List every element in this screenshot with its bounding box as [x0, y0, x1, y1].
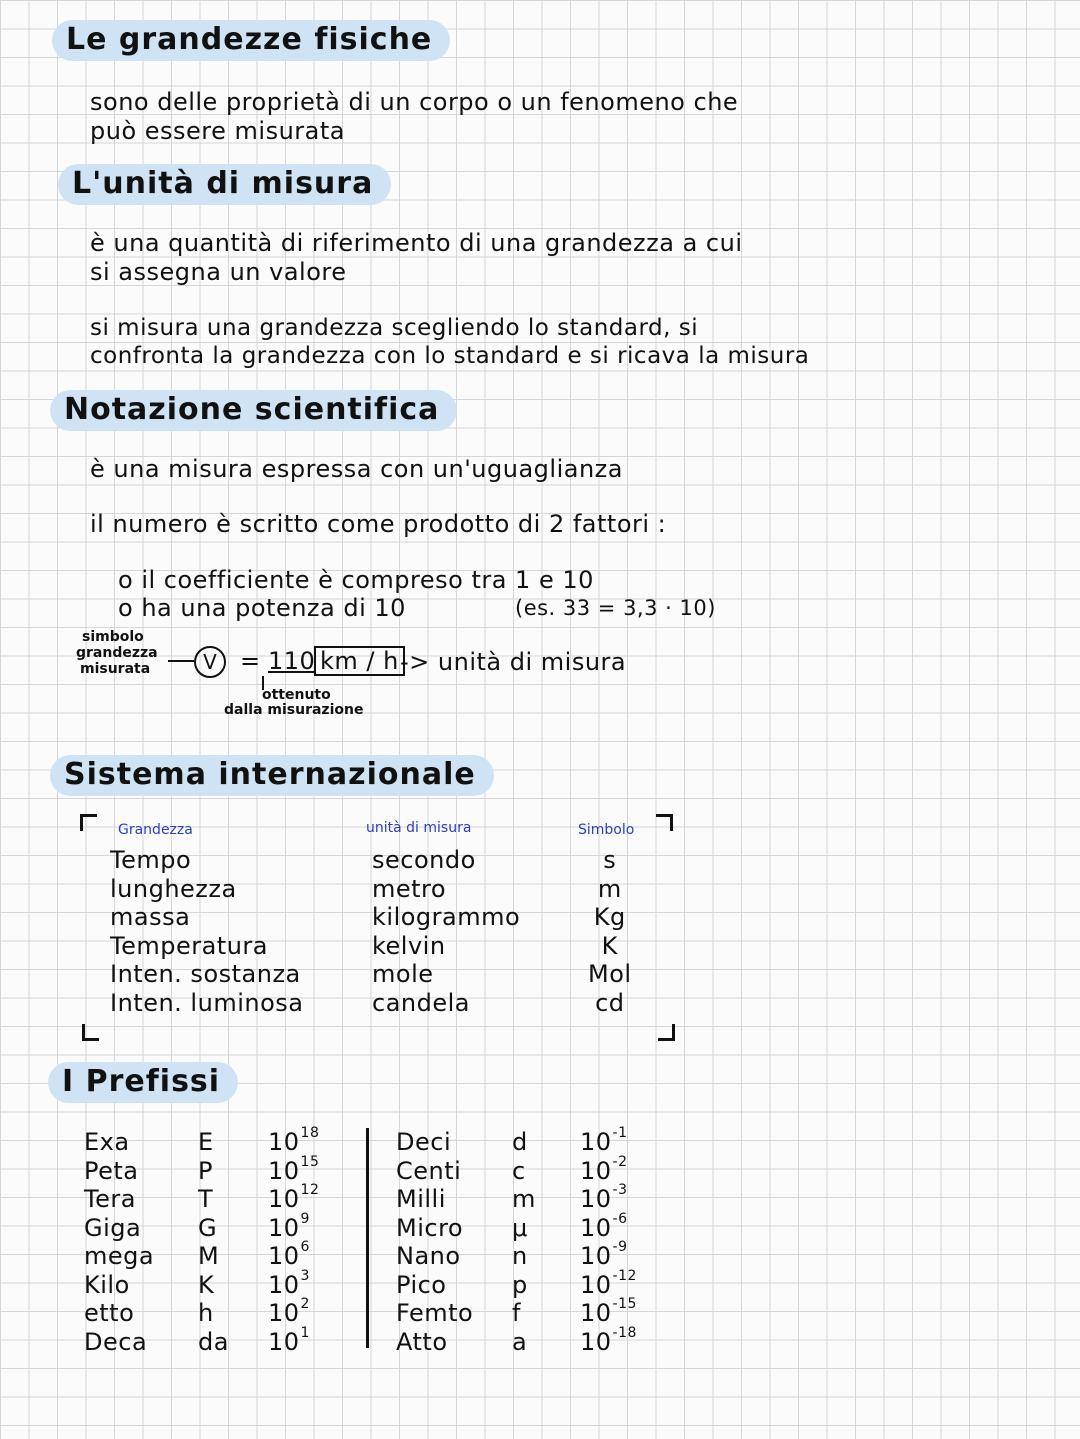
symbol-circle: V [194, 646, 226, 678]
prefix-name: Femto [396, 1299, 474, 1327]
si-column-grandezza [110, 846, 303, 1017]
si-simbolo-5: cd [595, 988, 625, 1017]
si-simbolo-0: s [603, 846, 617, 874]
prefix-symbol: G [198, 1213, 218, 1242]
prefix-symbol: a [512, 1327, 528, 1356]
prefix-name: Micro [396, 1213, 464, 1242]
si-column-unita [372, 846, 520, 1017]
si-grandezza-0: Tempo [110, 846, 192, 874]
heading-grandezze-fisiche: Le grandezze fisiche [52, 20, 450, 61]
prefix-name: Tera [84, 1185, 136, 1213]
bracket-bottom-right [658, 1024, 675, 1041]
prefix-power: 10 -18 [580, 1324, 637, 1356]
prefix-power: 10 2 [268, 1296, 310, 1327]
label-misurata: misurata [80, 661, 151, 677]
heading-sistema-internazionale: Sistema internazionale [50, 755, 494, 796]
bracket-bottom-left [82, 1024, 99, 1041]
prefix-symbol: p [512, 1270, 528, 1299]
prefix-symbol: μ [512, 1213, 528, 1242]
unita-line-2: si assegna un valore [90, 258, 347, 286]
prefix-symbol: d [512, 1128, 528, 1156]
unita-line-3: si misura una grandezza scegliendo lo standard, si [90, 315, 699, 341]
prefix-symbol: n [512, 1242, 528, 1270]
si-simbolo-2: Kg [593, 903, 626, 931]
label-ottenuto: ottenuto [262, 687, 331, 703]
prefix-symbol: E [198, 1128, 214, 1156]
si-grandezza-4: Inten. sostanza [110, 960, 301, 988]
si-grandezza-2: massa [110, 903, 191, 931]
prefix-name: Peta [84, 1156, 139, 1185]
diagram-value: 110 [268, 647, 316, 675]
prefix-name: Deca [84, 1327, 148, 1356]
prefix-divider [366, 1128, 369, 1348]
si-unita-1: metro [372, 874, 447, 903]
si-column-simbolo [588, 846, 632, 1017]
prefix-left-symbols [198, 1128, 229, 1356]
grandezze-line-1: sono delle proprietà di un corpo o un fenomeno che [90, 88, 739, 116]
notazione-bullet-2: o ha una potenza di 10 [118, 594, 406, 622]
prefix-power: 10 18 [268, 1125, 320, 1156]
prefix-power: 10 3 [268, 1267, 310, 1299]
prefix-symbol: da [198, 1327, 229, 1356]
prefix-power: 10 9 [268, 1210, 310, 1242]
prefix-power: 10 6 [268, 1239, 310, 1270]
prefix-name: Deci [396, 1128, 452, 1156]
si-simbolo-3: K [601, 931, 618, 960]
si-grandezza-5: Inten. luminosa [110, 988, 304, 1017]
prefix-name: Giga [84, 1213, 142, 1242]
prefix-name: etto [84, 1299, 135, 1327]
heading-notazione-scientifica: Notazione scientifica [50, 390, 457, 431]
prefix-power: 10 -3 [580, 1182, 628, 1213]
diagram-arrow-label: -> unità di misura [400, 648, 627, 676]
si-unita-5: candela [372, 988, 470, 1017]
prefix-symbol: f [512, 1299, 521, 1327]
header-grandezza: Grandezza [118, 822, 193, 838]
prefix-symbol: h [198, 1299, 214, 1327]
prefix-left-names [84, 1128, 154, 1356]
prefix-power: 10 -2 [580, 1153, 628, 1185]
prefix-name: Atto [396, 1327, 448, 1356]
notazione-line-1: è una misura espressa con un'uguaglianza [90, 455, 623, 483]
prefix-symbol: M [198, 1242, 220, 1270]
si-unita-0: secondo [372, 846, 476, 874]
prefix-name: Milli [396, 1185, 446, 1213]
prefix-power: 10 15 [268, 1153, 320, 1185]
prefix-name: Kilo [84, 1270, 130, 1299]
unita-line-1: è una quantità di riferimento di una grandezza a cui [90, 229, 743, 257]
prefix-power: 10 -15 [580, 1296, 637, 1327]
heading-unita-di-misura: L'unità di misura [58, 164, 391, 205]
diagram-unit-box: km / h [314, 646, 405, 676]
prefix-power: 10 1 [268, 1324, 310, 1356]
prefix-name: Nano [396, 1242, 461, 1270]
prefix-name: mega [84, 1242, 155, 1270]
si-unita-3: kelvin [372, 931, 446, 960]
prefix-power: 10 -6 [580, 1210, 628, 1242]
notazione-line-2: il numero è scritto come prodotto di 2 fattori : [90, 510, 667, 538]
si-unita-2: kilogrammo [372, 903, 521, 931]
si-simbolo-1: m [597, 874, 622, 903]
prefix-symbol: K [198, 1270, 215, 1299]
prefix-name: Pico [396, 1270, 447, 1299]
notazione-bullet-1: o il coefficiente è compreso tra 1 e 10 [118, 566, 594, 594]
header-simbolo: Simbolo [578, 822, 635, 838]
si-unita-4: mole [372, 960, 434, 988]
header-unita: unità di misura [366, 820, 472, 836]
prefix-power: 10 -12 [580, 1267, 637, 1299]
prefix-symbol: c [512, 1156, 526, 1185]
prefix-right-symbols [512, 1128, 536, 1356]
label-simbolo: simbolo [82, 629, 144, 645]
bracket-top-left [80, 814, 97, 831]
si-grandezza-1: lunghezza [110, 874, 237, 903]
diagram-equals: = [240, 647, 261, 675]
bracket-top-right [656, 814, 673, 831]
label-dalla-misurazione: dalla misurazione [224, 702, 364, 718]
prefix-right-names [396, 1128, 473, 1356]
heading-prefissi: I Prefissi [48, 1062, 238, 1103]
prefix-symbol: P [198, 1156, 213, 1185]
unita-line-4: confronta la grandezza con lo standard e si ricava la misura [90, 343, 810, 369]
prefix-name: Centi [396, 1156, 462, 1185]
grandezze-line-2: può essere misurata [90, 117, 345, 145]
label-grandezza: grandezza [76, 645, 158, 661]
prefix-power: 10 12 [268, 1182, 320, 1213]
arrow-line-symbol [168, 660, 194, 662]
prefix-left-powers [268, 1125, 320, 1356]
prefix-right-powers [580, 1125, 637, 1356]
si-simbolo-4: Mol [588, 960, 632, 988]
prefix-power: 10 -9 [580, 1239, 628, 1270]
si-grandezza-3: Temperatura [110, 931, 268, 960]
prefix-name: Exa [84, 1128, 130, 1156]
prefix-power: 10 -1 [580, 1125, 628, 1156]
prefix-symbol: T [198, 1185, 214, 1213]
notazione-example: (es. 33 = 3,3 · 10) [515, 596, 716, 620]
prefix-symbol: m [512, 1185, 536, 1213]
